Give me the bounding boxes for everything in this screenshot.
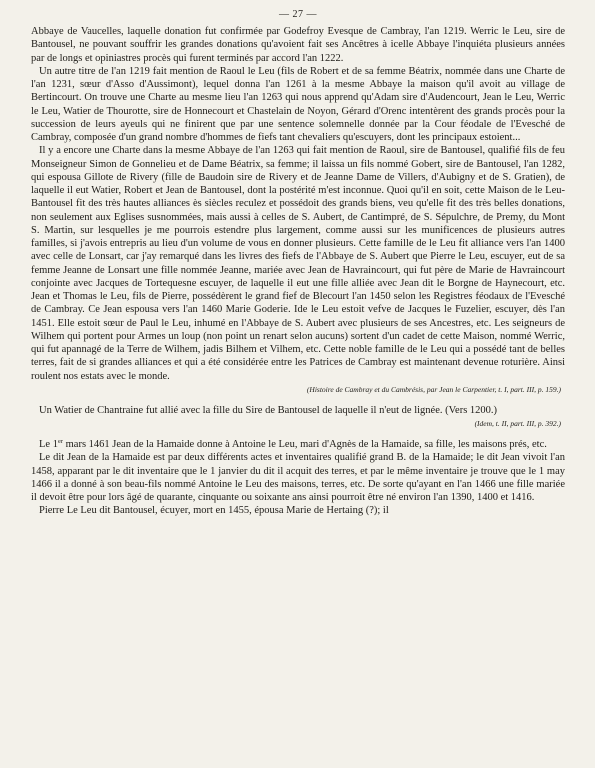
paragraph: Un Watier de Chantraine fut allié avec la fille du Sire de Bantousel de laquelle il n'eut de lignée. (Vers 1200.) xyxy=(39,404,498,416)
paragraph-text: mars 1461 Jean de la Hamaide donne à Antoine le Leu, mari d'Agnès de la Hamaide, sa fille, les maisons prés, etc. xyxy=(63,439,547,450)
source-citation: (Histoire de Cambray et du Cambrésis, par Jean le Carpentier, t. I, part. III, p. 159.) xyxy=(306,384,561,394)
source-citation: (Idem, t. II, part. III, p. 392.) xyxy=(474,419,561,428)
paragraph: Un autre titre de l'an 1219 fait mention de Raoul le Leu (fils de Robert et de sa femme Béatrix, nommée dans une Charte de l'an 1231, sœur d'Asso d'Aussimont), lequel donna l'an 1261 à la mesme Abbaye la maison qu'il avoit au village de Bertincourt. On trouve une Charte au mesme lieu l'an 1263 qui nous apprend qu'Adam sire d'Audencourt, Jean le Leu, Werric le Leu, Watier de Thourotte, sire de Honnecourt et Chastelain de Noyon, Gérard d'Orenc intentèrent des grands procès pour la succession de leurs ayeuls qui ne finirent que par une sentence solemnelle donnée par la Cour féodale de l'Evesché de Cambray, composée d'un grand nombre d'hommes de fiefs tant chevaliers qu'escuyers, dont les principaux estoient... xyxy=(31,65,565,143)
paragraph: Pierre Le Leu dit Bantousel, écuyer, mort en 1455, épousa Marie de Hertaing (?); il xyxy=(39,505,389,517)
paragraph xyxy=(31,438,565,451)
paragraph: Le dit Jean de la Hamaide est par deux différents actes et inventaires qualifié grand B. de la Hamaide; le dit Jean vivoit l'an 1458, apparant par le dit inventaire que le 1 janvier du dit il acquit des terres, et par le même inventaire je trouve que le 1 may 1466 il a donné à son beau-fils nommé Antoine le Leu des maisons, terres, etc. De sorte qu'ayant en l'an 1466 une fille mariée il devoit être pour lors âgé de quarante, cinquante ou soixante ans ainsi pourroit être né environ l'an 1390, 1400 et 1416. xyxy=(31,452,565,503)
paragraph-text: Le 1 xyxy=(39,439,58,450)
paragraph: Abbaye de Vaucelles, laquelle donation fut confirmée par Godefroy Evesque de Cambray, l'an 1219. Werric le Leu, sire de Bantousel, ne pouvant souffrir les grandes donations qu'avoient fait ses Ancêtres à icelle Abbaye l'inquiéta plusieurs années par de longs et opiniastres procès qui furent terminés par accord l'an 1222. xyxy=(31,26,565,64)
superscript: er xyxy=(57,438,64,445)
page-number: — 27 — xyxy=(279,9,317,20)
paragraph: Il y a encore une Charte dans la mesme Abbaye de l'an 1263 qui fait mention de Raoul, sire de Bantousel, qualifié fils de feu Monseigneur Simon de Gonnelieu et de Dame Béatrix, sa femme; il laissa un fils nommé Gobert, sire de Bantousel, l'an 1282, qui espousa Gillote de Rivery (fille de Baudoin sire de Rivery et de Jeanne Dame de Villers, d'Aubigny et de S. Gratien), de laquelle il eut Watier, Robert et Jean de Bantousel, dont la postérité m'est inconnue. Quoi qu'il en soit, cette Maison de le Leu-Bantousel fit des très hautes alliances ès siècles reculez et possédoit des grands biens, veu qu'elle fit des très belles donations, non seulement aux Eglises susnommées, mais aussi à celles de S. Aubert, de Cantimpré, de S. Sépulchre, de Premy, du Mont S. Martin, sur lesquelles je me pourrois estendre plus largement, comme aussi sur les munificences de plusieurs autres familles, si j'avois entrepris au lieu d'un volume de vous en donner plusieurs. Cette famille de le Leu fit alliance vers l'an 1400 avec celle de Lonsart, car j'ay remarqué dans les livres des fiefs de l'Abbaye de S. Aubert que Pierre le Leu, escuyer, eut de sa femme Jeanne de Lonsart une fille nommée Jeanne, mariée avec Jean de Havraincourt, qui fut père de Marie de Havraincourt conjointe avec Jacques de Tortequesne escuyer, de laquelle il eut une fille alliée avec Jean dit le Borgne de Haynecourt, etc. Jean et Thomas le Leu, fils de Pierre, possédèrent le grand fief de Blecourt l'an 1450 selon les Registres féodaux de l'Evesché de Cambray. Ce Jean espousa vers l'an 1460 Marie Goderie. Ide le Leu estoit vefve de Jacques le Fuzelier, escuyer, dès l'an 1451. Elle estoit sœur de Paul le Leu, inhumé en l'Abbaye de S. Aubert avec plusieurs de ses Ancestres, etc. Les seigneurs de Wilhem qui portent pour Armes un loup (non point un renart selon aucuns) sortent d'un cadet de cette Maison, nommé Werric, qui fut apannagé de la Terre de Wilhem, jadis Bilhem et Vilhem, etc. Cette noble famille de le Leu qui a possédé tant de belles terres, fait de si grandes alliances et qui a été considérée entre les Patrices de Cambray est maintenant devenue roturière. Ainsi roulent nos estats avec le monde. xyxy=(31,145,565,382)
body-text xyxy=(31,25,565,518)
